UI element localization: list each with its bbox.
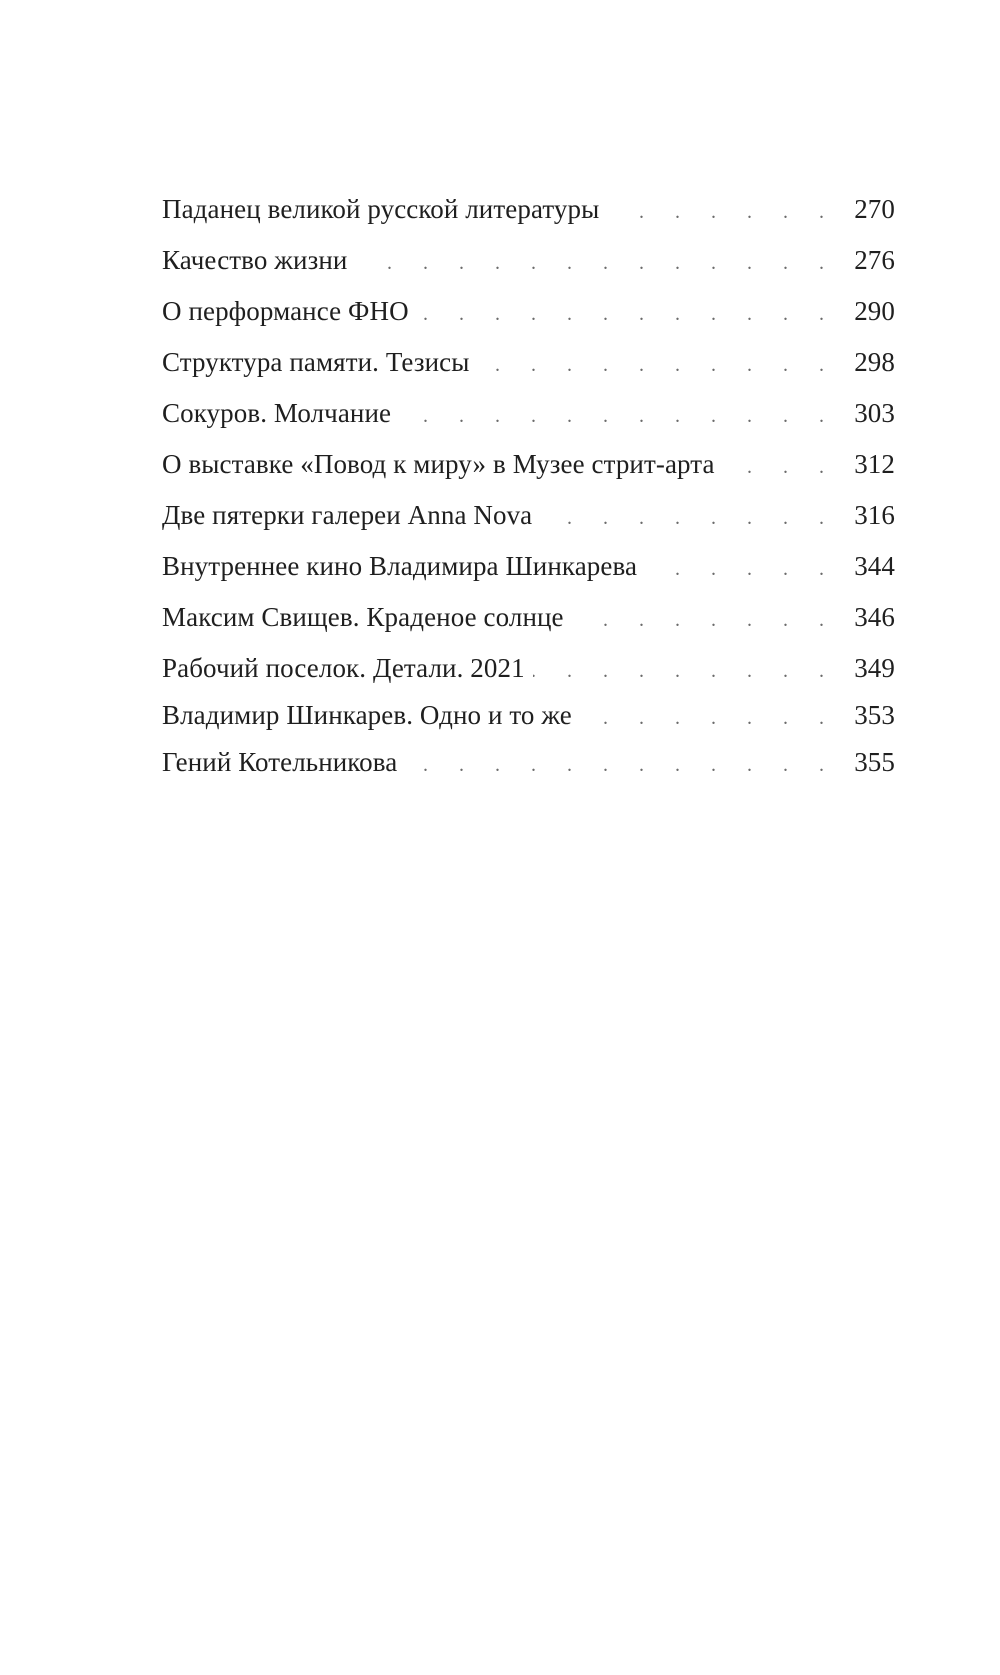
toc-entry-page: 346 [854, 602, 895, 632]
toc-entry-title: Качество жизни [162, 245, 348, 275]
dot-leader [405, 748, 847, 782]
toc-entry-title: Максим Свищев. Краденое солнце [162, 602, 564, 632]
toc-entry-title: Владимир Шинкарев. Одно и то же [162, 700, 572, 730]
toc-entry [162, 396, 895, 447]
toc-entry-page: 298 [854, 347, 895, 377]
dot-leader [533, 654, 847, 688]
dot-leader [540, 501, 847, 535]
toc-entry [162, 745, 895, 792]
toc-entry-title: Гений Котельникова [162, 747, 398, 777]
dot-leader [723, 450, 847, 484]
toc-entry-page: 290 [854, 296, 895, 326]
toc-entry [162, 345, 895, 396]
toc-entry [162, 651, 895, 698]
toc-entry-page: 349 [854, 653, 895, 683]
dot-leader [572, 603, 847, 637]
toc-entry [162, 549, 895, 600]
toc-entry [162, 192, 895, 243]
toc-entry-title: Паданец великой русской литературы [162, 194, 600, 224]
toc-entry-page: 353 [854, 700, 895, 730]
toc-entry-page: 355 [854, 747, 895, 777]
toc-entry-page: 276 [854, 245, 895, 275]
toc-entry-title: О выставке «Повод к миру» в Музее стрит-арта [162, 449, 715, 479]
table-of-contents [162, 192, 895, 792]
toc-entry-title: Структура памяти. Тезисы [162, 347, 470, 377]
dot-leader [607, 195, 847, 229]
toc-entry-page: 344 [854, 551, 895, 581]
toc-entry [162, 294, 895, 345]
toc-entry [162, 600, 895, 651]
dot-leader [399, 399, 847, 433]
toc-entry-page: 316 [854, 500, 895, 530]
toc-entry-title: Сокуров. Молчание [162, 398, 392, 428]
toc-entry-title: Внутреннее кино Владимира Шинкарева [162, 551, 638, 581]
dot-leader [417, 297, 847, 331]
dot-leader [580, 701, 847, 735]
toc-entry-page: 312 [854, 449, 895, 479]
toc-entry-title: Рабочий поселок. Детали. 2021 [162, 653, 525, 683]
toc-entry-title: О перформансе ФНО [162, 296, 409, 326]
toc-entry [162, 447, 895, 498]
toc-entry-page: 303 [854, 398, 895, 428]
toc-entry [162, 698, 895, 745]
toc-entry [162, 243, 895, 294]
toc-entry [162, 498, 895, 549]
dot-leader [645, 552, 847, 586]
toc-entry-page: 270 [854, 194, 895, 224]
dot-leader [477, 348, 847, 382]
toc-entry-title: Две пятерки галереи Anna Nova [162, 500, 533, 530]
dot-leader [355, 246, 847, 280]
